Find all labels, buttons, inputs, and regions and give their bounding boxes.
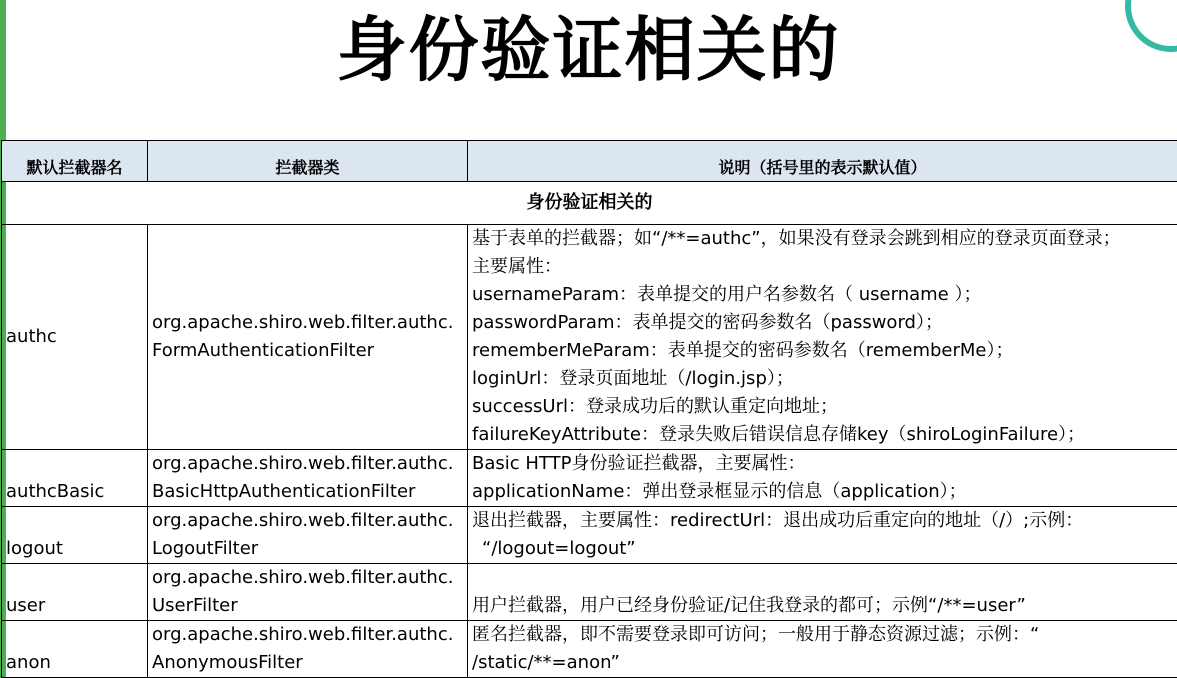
- table-header-row: [2, 141, 1177, 182]
- class-line: UserFilter: [152, 595, 238, 616]
- filter-name-cell: authcBasic: [2, 450, 148, 507]
- description-line: /static/**=anon”: [472, 652, 620, 673]
- header-filter-name: 默认拦截器名: [2, 141, 148, 182]
- header-description: 说明（括号里的表示默认值）: [468, 141, 1177, 182]
- description-line: applicationName：弹出登录框显示的信息（application）；: [472, 481, 967, 502]
- description-line: failureKeyAttribute：登录失败后错误信息存储key（shiroLoginFailure）；: [472, 424, 1086, 445]
- class-line: org.apache.shiro.web.filter.authc.: [152, 453, 454, 474]
- filter-class-cell: [148, 507, 468, 564]
- filter-class-cell: [148, 621, 468, 678]
- description-cell: [468, 507, 1177, 564]
- filter-class-cell: [148, 564, 468, 621]
- section-row: [2, 182, 1177, 225]
- filter-name-cell: anon: [2, 621, 148, 678]
- table-row: [2, 450, 1177, 507]
- section-title: 身份验证相关的: [2, 182, 1177, 225]
- description-line: “/logout=logout”: [482, 538, 636, 559]
- class-line: org.apache.shiro.web.filter.authc.: [152, 624, 454, 645]
- class-line: org.apache.shiro.web.filter.authc.: [152, 510, 454, 531]
- description-line: loginUrl：登录页面地址（/login.jsp）；: [472, 368, 794, 389]
- description-line: 退出拦截器，主要属性：redirectUrl：退出成功后重定向的地址（/）;示例：: [472, 510, 1084, 531]
- description-line: usernameParam：表单提交的用户名参数名（ username ）；: [472, 284, 982, 305]
- description-cell: [468, 450, 1177, 507]
- filter-name-cell: logout: [2, 507, 148, 564]
- header-filter-class: 拦截器类: [148, 141, 468, 182]
- filter-name-cell: user: [2, 564, 148, 621]
- slide-title: 身份验证相关的: [336, 9, 841, 91]
- description-line: successUrl：登录成功后的默认重定向地址；: [472, 396, 838, 417]
- class-line: org.apache.shiro.web.filter.authc.: [152, 567, 454, 588]
- description-line: rememberMeParam：表单提交的密码参数名（rememberMe）；: [472, 340, 1014, 361]
- filter-name-cell: authc: [2, 225, 148, 450]
- class-line: org.apache.shiro.web.filter.authc.: [152, 312, 454, 333]
- description-line: 基于表单的拦截器；如“/**=authc”，如果没有登录会跳到相应的登录页面登录；: [472, 228, 1121, 249]
- description-cell: [468, 225, 1177, 450]
- class-line: AnonymousFilter: [152, 652, 303, 673]
- table-row: [2, 507, 1177, 564]
- filter-class-cell: [148, 450, 468, 507]
- class-line: LogoutFilter: [152, 538, 259, 559]
- table-row: [2, 564, 1177, 621]
- class-line: BasicHttpAuthenticationFilter: [152, 481, 416, 502]
- class-line: FormAuthenticationFilter: [152, 340, 375, 361]
- table-row: [2, 621, 1177, 678]
- description-cell: [468, 621, 1177, 678]
- table-row: [2, 225, 1177, 450]
- filter-table: [1, 140, 1177, 678]
- description-cell: [468, 564, 1177, 621]
- description-line: Basic HTTP身份验证拦截器，主要属性：: [472, 453, 806, 474]
- filter-class-cell: [148, 225, 468, 450]
- description-line: 匿名拦截器，即不需要登录即可访问；一般用于静态资源过滤；示例：“: [472, 624, 1040, 645]
- description-line: 主要属性：: [472, 256, 562, 277]
- description-line: passwordParam：表单提交的密码参数名（password）；: [472, 312, 943, 333]
- description-line: 用户拦截器，用户已经身份验证/记住我登录的都可；示例“/**=user”: [472, 595, 1026, 616]
